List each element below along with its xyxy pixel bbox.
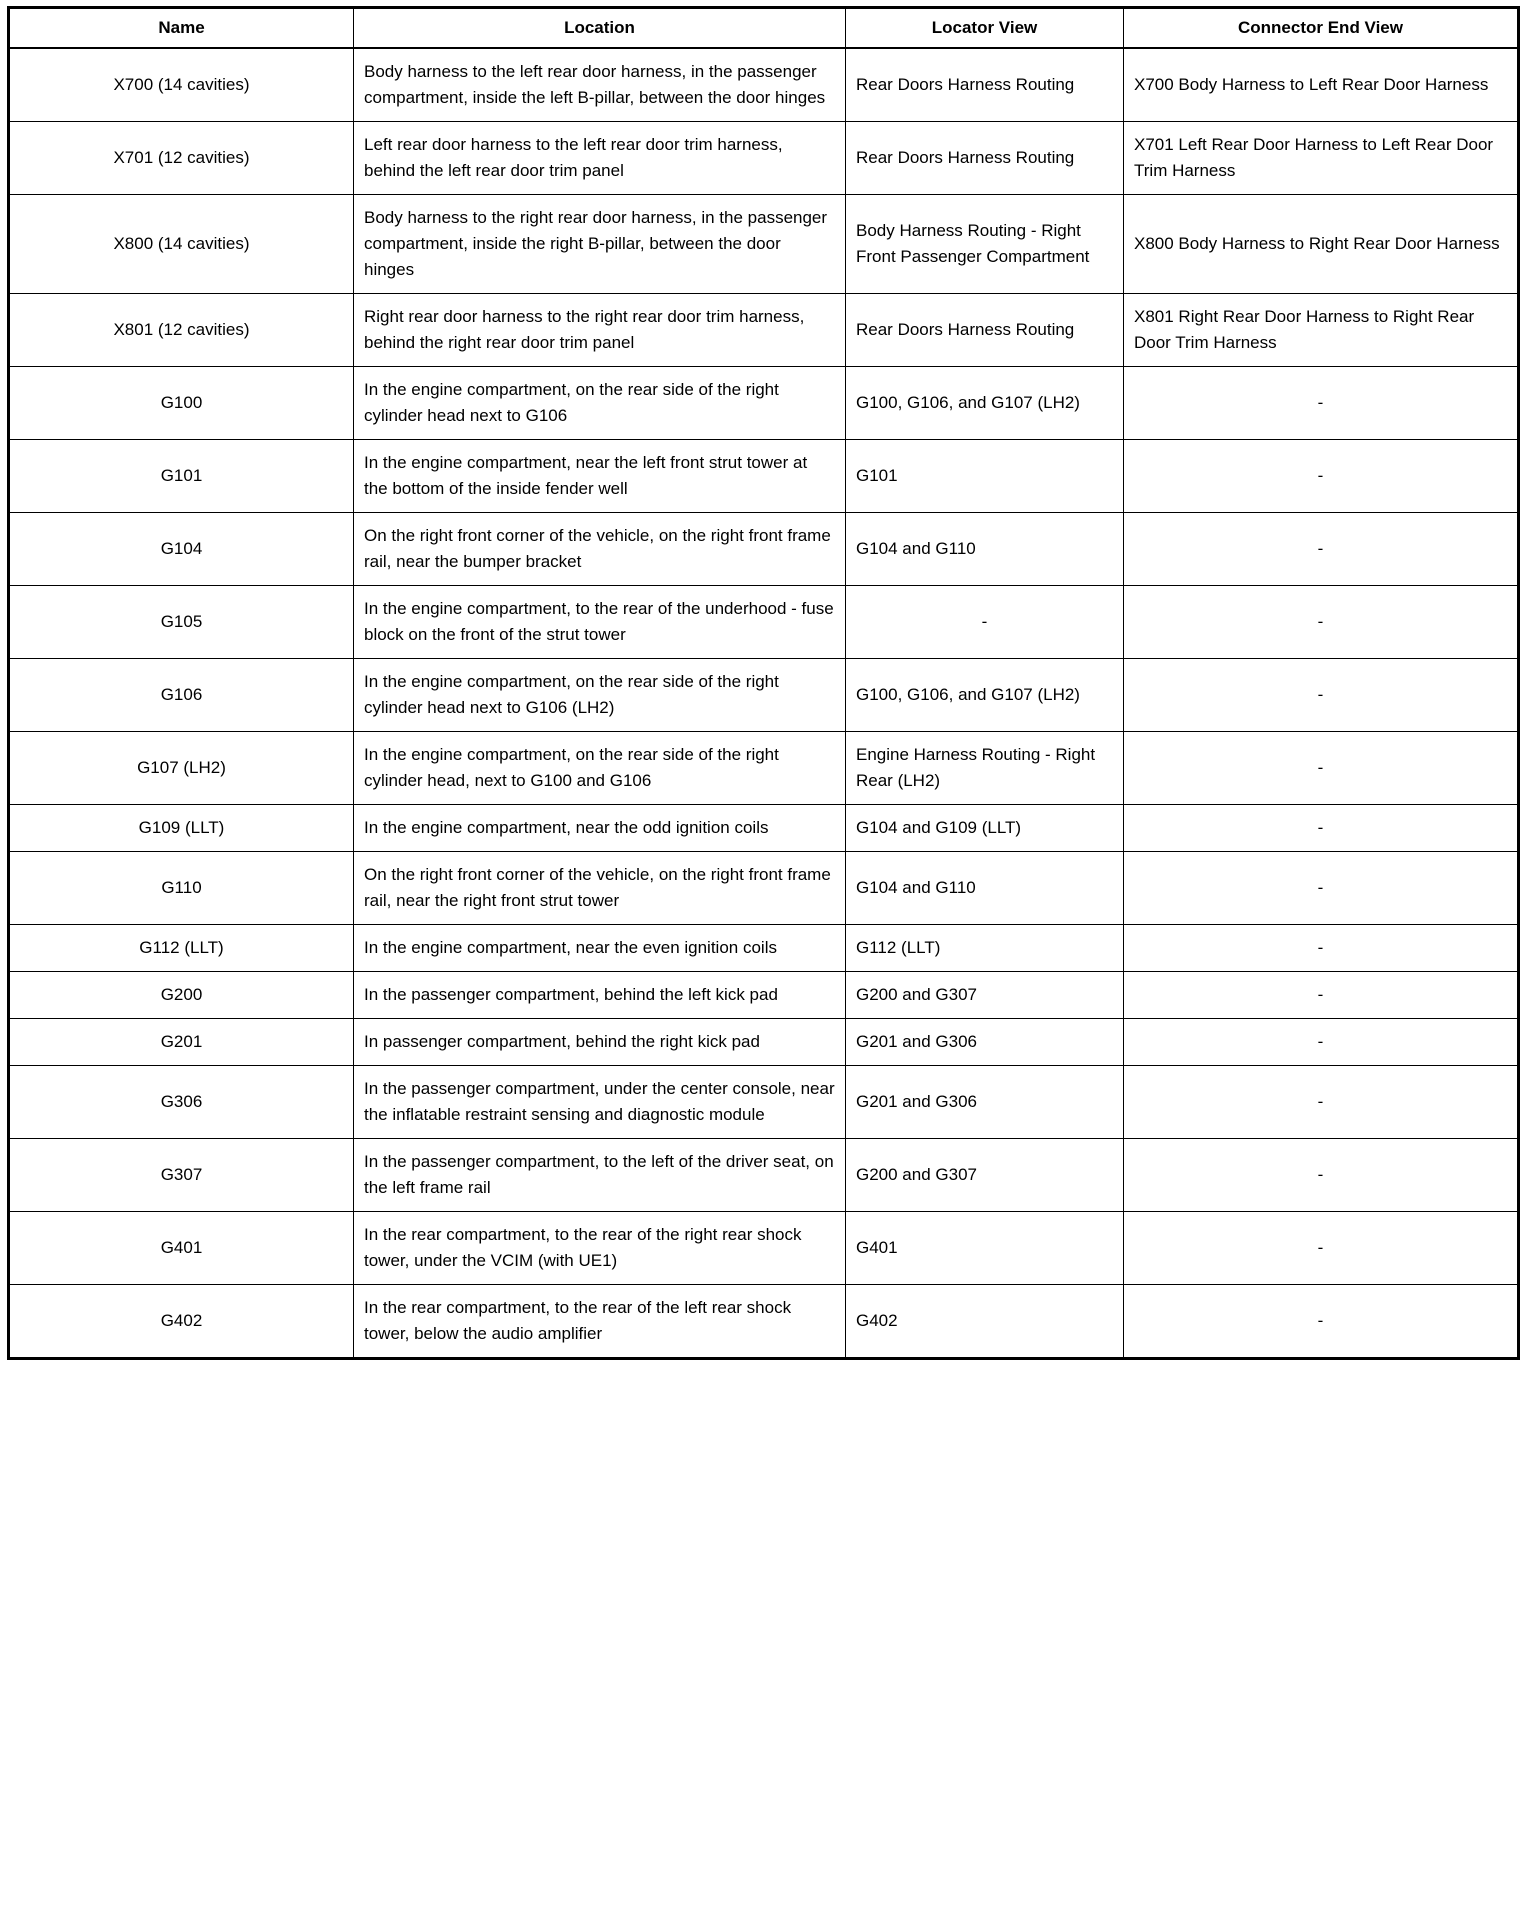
cell-name: G307 [9,1139,354,1212]
connector-location-table [7,6,1520,1360]
table-row [9,1066,1519,1139]
cell-connector-end-view: - [1124,925,1519,972]
cell-connector-end-view: - [1124,1066,1519,1139]
table-row [9,586,1519,659]
table-row [9,48,1519,122]
table-row [9,294,1519,367]
cell-connector-end-view: - [1124,1285,1519,1359]
cell-connector-end-view: - [1124,1019,1519,1066]
cell-locator-view: G200 and G307 [846,972,1124,1019]
cell-connector-end-view: - [1124,513,1519,586]
cell-name: G306 [9,1066,354,1139]
table-body [9,48,1519,1359]
cell-connector-end-view: - [1124,659,1519,732]
header-location: Location [354,8,846,49]
cell-name: G401 [9,1212,354,1285]
cell-locator-view: Rear Doors Harness Routing [846,122,1124,195]
table-row [9,440,1519,513]
cell-locator-view: Rear Doors Harness Routing [846,294,1124,367]
cell-location: In the engine compartment, to the rear of the underhood - fuse block on the front of the strut tower [354,586,846,659]
cell-name: G402 [9,1285,354,1359]
header-row [9,8,1519,49]
table-row [9,367,1519,440]
cell-location: Body harness to the left rear door harness, in the passenger compartment, inside the left B-pillar, between the door hinges [354,48,846,122]
cell-locator-view: G201 and G306 [846,1066,1124,1139]
table-row [9,1019,1519,1066]
cell-name: G104 [9,513,354,586]
cell-locator-view: G200 and G307 [846,1139,1124,1212]
cell-locator-view: G401 [846,1212,1124,1285]
cell-location: In the passenger compartment, behind the left kick pad [354,972,846,1019]
cell-connector-end-view: - [1124,440,1519,513]
cell-locator-view: G112 (LLT) [846,925,1124,972]
cell-locator-view: - [846,586,1124,659]
cell-location: In the engine compartment, near the even ignition coils [354,925,846,972]
cell-name: G107 (LH2) [9,732,354,805]
cell-locator-view: G104 and G110 [846,513,1124,586]
header-name: Name [9,8,354,49]
cell-name: G112 (LLT) [9,925,354,972]
cell-location: Right rear door harness to the right rear door trim harness, behind the right rear door trim panel [354,294,846,367]
cell-name: X801 (12 cavities) [9,294,354,367]
cell-connector-end-view: X800 Body Harness to Right Rear Door Harness [1124,195,1519,294]
cell-location: In the rear compartment, to the rear of the right rear shock tower, under the VCIM (with UE1) [354,1212,846,1285]
cell-connector-end-view: - [1124,852,1519,925]
cell-location: Left rear door harness to the left rear door trim harness, behind the left rear door trim panel [354,122,846,195]
cell-connector-end-view: X801 Right Rear Door Harness to Right Rear Door Trim Harness [1124,294,1519,367]
table-row [9,852,1519,925]
header-connector-end-view: Connector End View [1124,8,1519,49]
cell-name: G201 [9,1019,354,1066]
table-row [9,972,1519,1019]
table-row [9,122,1519,195]
table-row [9,195,1519,294]
cell-location: On the right front corner of the vehicle, on the right front frame rail, near the right front strut tower [354,852,846,925]
cell-connector-end-view: - [1124,732,1519,805]
cell-name: G100 [9,367,354,440]
table-row [9,805,1519,852]
cell-name: X800 (14 cavities) [9,195,354,294]
cell-name: G106 [9,659,354,732]
table-row [9,1212,1519,1285]
cell-location: In passenger compartment, behind the right kick pad [354,1019,846,1066]
cell-connector-end-view: - [1124,367,1519,440]
cell-connector-end-view: X700 Body Harness to Left Rear Door Harness [1124,48,1519,122]
cell-name: X701 (12 cavities) [9,122,354,195]
cell-location: In the engine compartment, near the left front strut tower at the bottom of the inside fender well [354,440,846,513]
cell-locator-view: G201 and G306 [846,1019,1124,1066]
table-row [9,1139,1519,1212]
cell-name: G200 [9,972,354,1019]
cell-name: G101 [9,440,354,513]
cell-name: X700 (14 cavities) [9,48,354,122]
cell-location: Body harness to the right rear door harness, in the passenger compartment, inside the right B-pillar, between the door hinges [354,195,846,294]
cell-connector-end-view: - [1124,805,1519,852]
table-header [9,8,1519,49]
cell-location: In the rear compartment, to the rear of the left rear shock tower, below the audio amplifier [354,1285,846,1359]
cell-locator-view: G101 [846,440,1124,513]
cell-location: In the engine compartment, on the rear side of the right cylinder head next to G106 [354,367,846,440]
cell-location: In the passenger compartment, to the left of the driver seat, on the left frame rail [354,1139,846,1212]
cell-locator-view: G100, G106, and G107 (LH2) [846,659,1124,732]
cell-location: In the engine compartment, on the rear side of the right cylinder head, next to G100 and G106 [354,732,846,805]
cell-locator-view: G402 [846,1285,1124,1359]
table-row [9,925,1519,972]
cell-name: G109 (LLT) [9,805,354,852]
table-row [9,732,1519,805]
cell-locator-view: Rear Doors Harness Routing [846,48,1124,122]
cell-locator-view: G104 and G110 [846,852,1124,925]
cell-connector-end-view: X701 Left Rear Door Harness to Left Rear Door Trim Harness [1124,122,1519,195]
table-row [9,513,1519,586]
cell-name: G110 [9,852,354,925]
header-locator-view: Locator View [846,8,1124,49]
cell-locator-view: Body Harness Routing - Right Front Passenger Compartment [846,195,1124,294]
cell-location: In the passenger compartment, under the center console, near the inflatable restraint sensing and diagnostic module [354,1066,846,1139]
cell-connector-end-view: - [1124,1139,1519,1212]
cell-location: In the engine compartment, on the rear side of the right cylinder head next to G106 (LH2) [354,659,846,732]
cell-connector-end-view: - [1124,586,1519,659]
cell-connector-end-view: - [1124,1212,1519,1285]
cell-locator-view: Engine Harness Routing - Right Rear (LH2) [846,732,1124,805]
cell-location: On the right front corner of the vehicle, on the right front frame rail, near the bumper bracket [354,513,846,586]
table-row [9,1285,1519,1359]
cell-connector-end-view: - [1124,972,1519,1019]
cell-name: G105 [9,586,354,659]
table-row [9,659,1519,732]
cell-location: In the engine compartment, near the odd ignition coils [354,805,846,852]
cell-locator-view: G104 and G109 (LLT) [846,805,1124,852]
cell-locator-view: G100, G106, and G107 (LH2) [846,367,1124,440]
